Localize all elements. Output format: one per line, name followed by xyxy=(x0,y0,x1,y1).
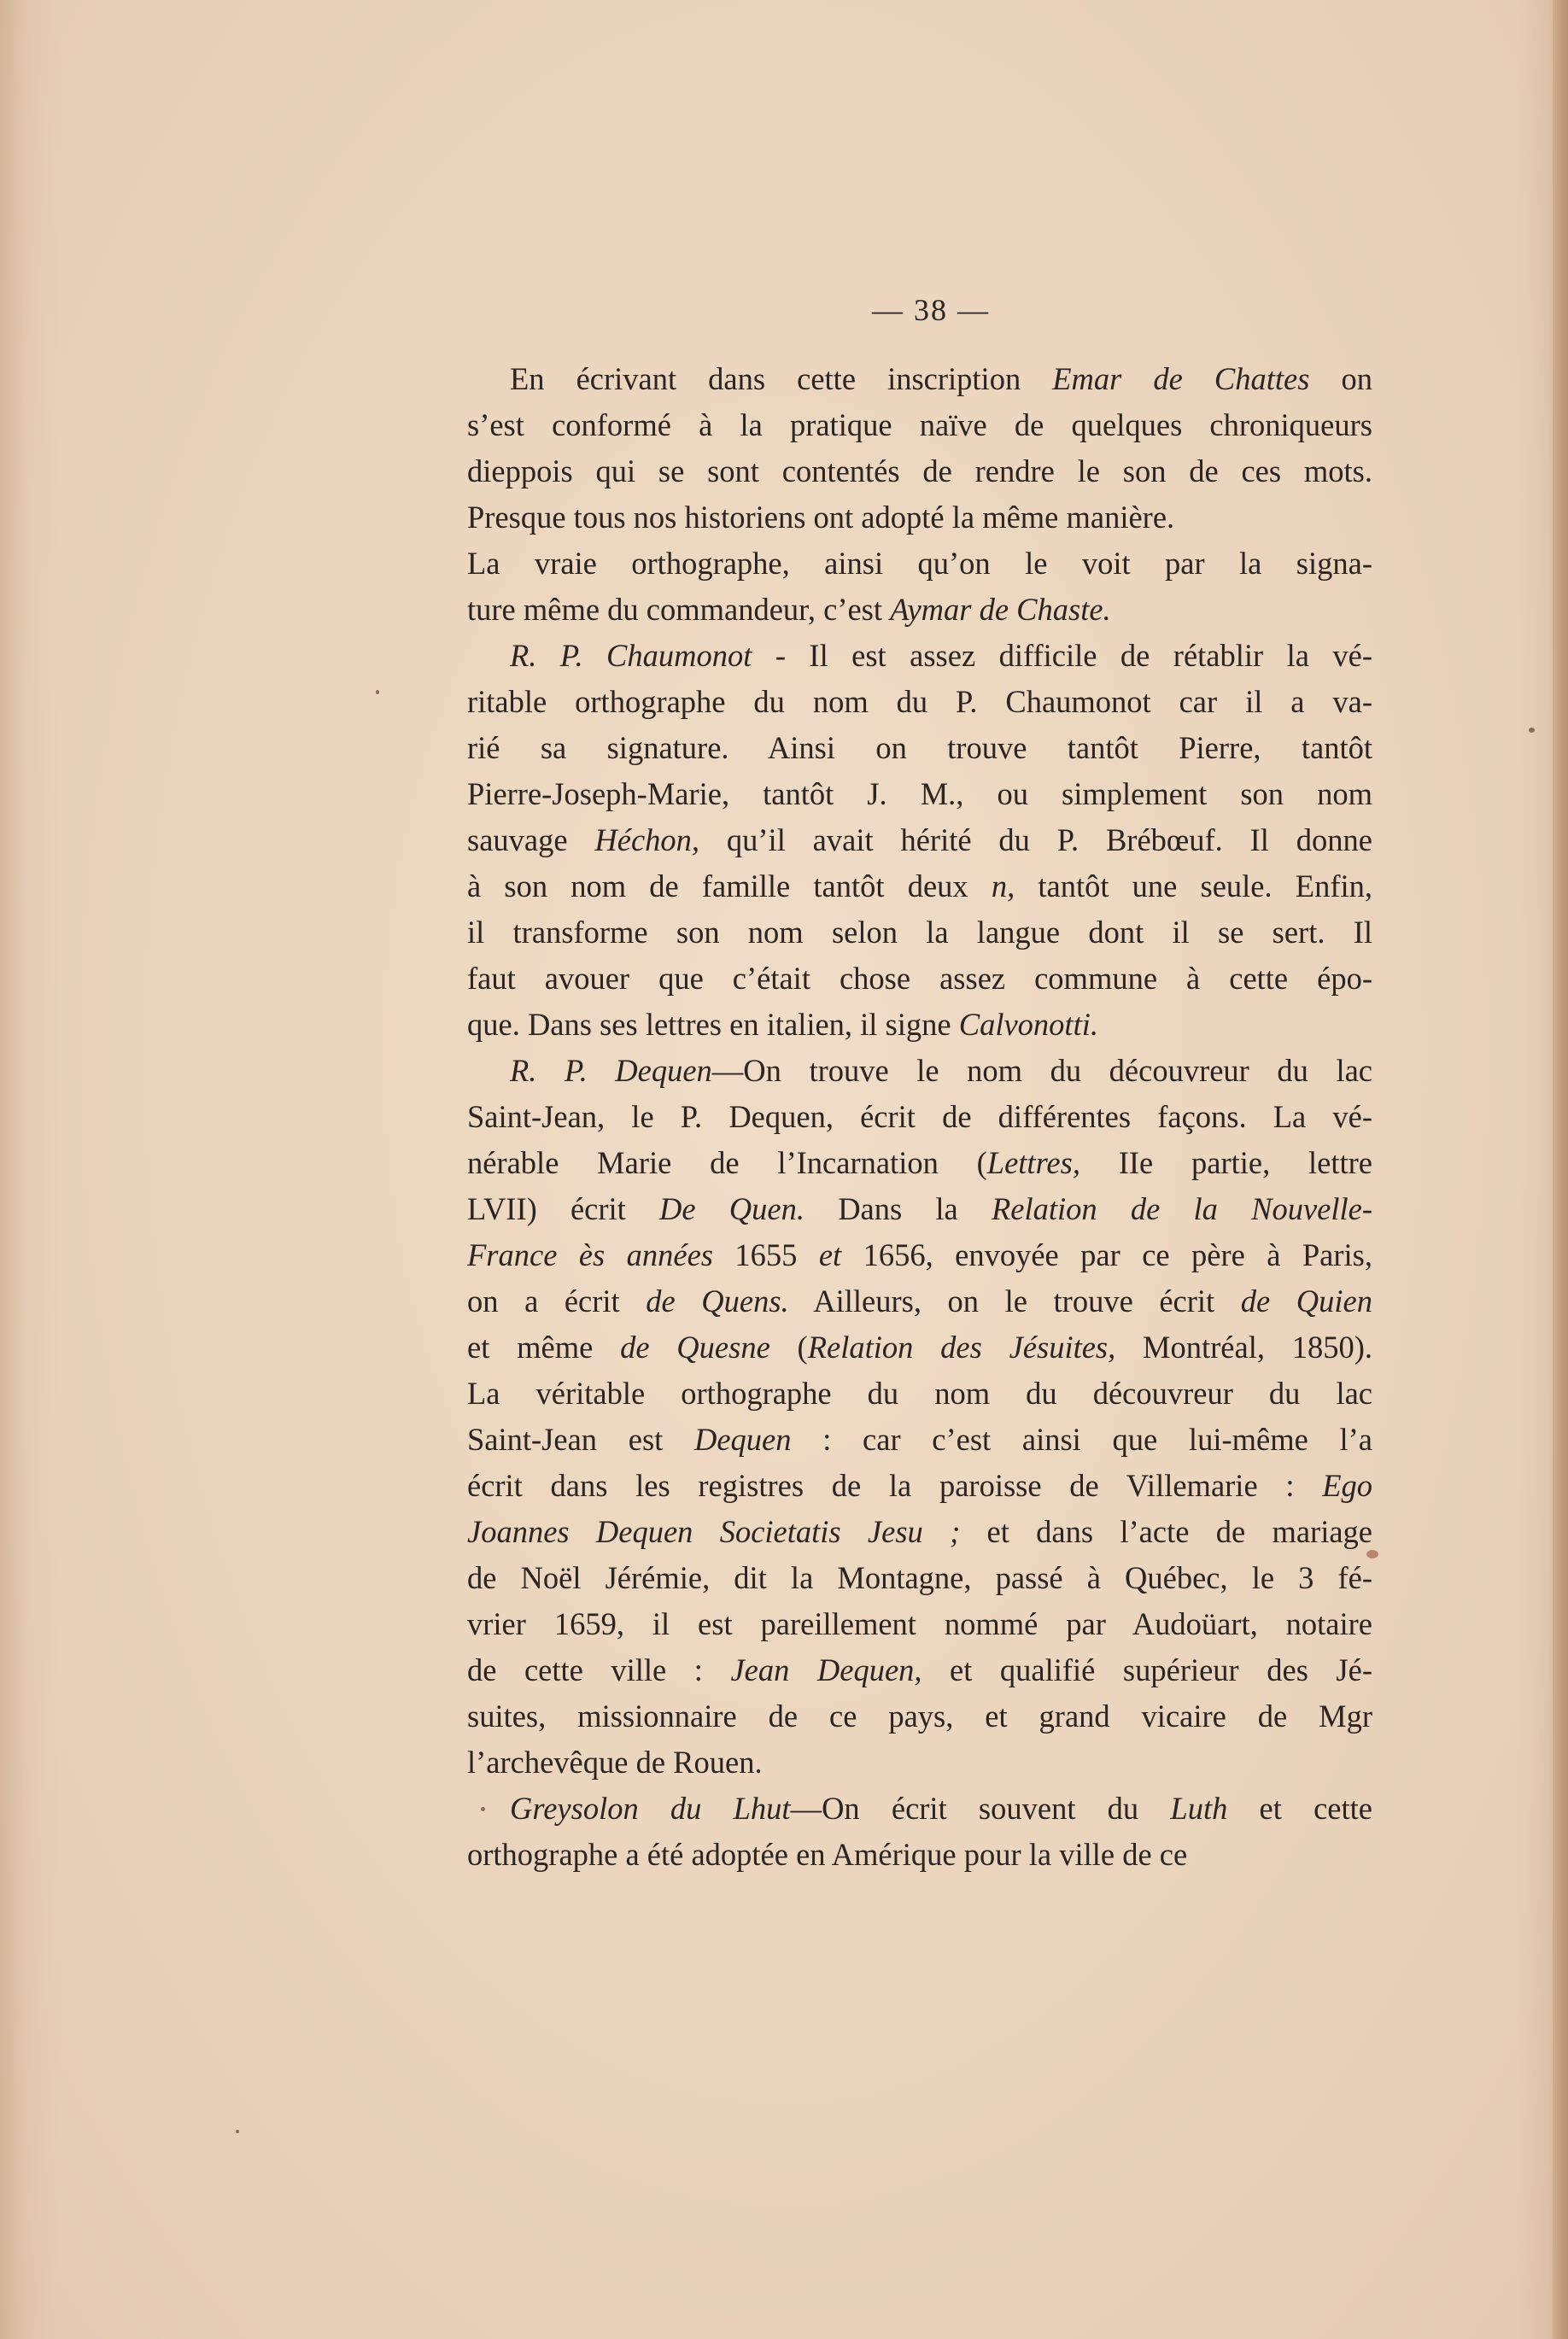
paper-speck xyxy=(481,1807,485,1811)
italic-run: Jean Dequen, xyxy=(730,1652,922,1687)
text-run: et cette xyxy=(1227,1791,1372,1826)
text-line xyxy=(467,1371,1372,1417)
text-run: 1656, envoyée par ce père à Paris, xyxy=(841,1237,1372,1272)
text-line xyxy=(467,1140,1372,1186)
text-line xyxy=(467,679,1372,725)
text-line xyxy=(467,909,1372,956)
italic-run: de Quens. xyxy=(646,1284,789,1319)
italic-run: Dequen xyxy=(693,1422,792,1457)
text-line xyxy=(467,494,1372,541)
italic-run: Aymar de Chaste. xyxy=(890,592,1111,627)
text-run: vrier 1659, il est pareillement nommé par Audoüart, notaire xyxy=(467,1606,1372,1641)
italic-run: n, xyxy=(991,868,1015,903)
text-line xyxy=(467,1786,1372,1832)
text-line xyxy=(467,587,1372,633)
text-run: et même xyxy=(467,1330,621,1365)
italic-run: De Quen. xyxy=(659,1191,804,1226)
paper-speck xyxy=(1529,728,1535,733)
text-run: ritable orthographe du nom du P. Chaumonot car il a va- xyxy=(467,684,1372,719)
text-run: et qualifié supérieur des Jé- xyxy=(921,1652,1372,1687)
italic-run: Joannes Dequen Societatis Jesu ; xyxy=(467,1514,961,1549)
italic-run: Luth xyxy=(1170,1791,1228,1826)
text-run: ( xyxy=(769,1330,808,1365)
text-run: Dans la xyxy=(804,1191,992,1226)
italic-run: de Quesne xyxy=(620,1330,770,1365)
text-line xyxy=(467,1601,1372,1647)
paper-speck xyxy=(1366,1550,1378,1558)
text-run: Ailleurs, on le trouve écrit xyxy=(788,1284,1241,1319)
text-run: orthographe a été adoptée en Amérique pour la ville de ce xyxy=(467,1837,1188,1872)
text-line xyxy=(467,1647,1372,1693)
text-run: nérable Marie de l’Incarnation ( xyxy=(467,1145,987,1180)
text-line xyxy=(467,448,1372,494)
text-line xyxy=(467,1324,1372,1371)
text-run: Pierre-Joseph-Marie, tantôt J. M., ou simplement son nom xyxy=(467,776,1372,811)
text-line xyxy=(467,633,1372,679)
text-run: Saint-Jean est xyxy=(467,1422,694,1457)
text-line xyxy=(467,771,1372,817)
italic-run: Calvonotti. xyxy=(958,1007,1098,1042)
text-run: sauvage xyxy=(467,822,595,857)
text-run: de cette ville : xyxy=(467,1652,731,1687)
text-line xyxy=(467,1417,1372,1463)
text-run: - Il est assez difficile de rétablir la vé- xyxy=(752,638,1373,673)
italic-run: Emar de Chattes xyxy=(1052,361,1310,396)
italic-run: et xyxy=(818,1237,842,1272)
text-run: ture même du commandeur, c’est xyxy=(467,592,891,627)
text-run: 1655 xyxy=(713,1237,819,1272)
text-run: : car c’est ainsi que lui-même l’a xyxy=(791,1422,1372,1457)
text-run: tantôt une seule. Enfin, xyxy=(1015,868,1372,903)
text-run: —On écrit souvent du xyxy=(790,1791,1171,1826)
text-line xyxy=(467,1278,1372,1324)
italic-run: Héchon, xyxy=(594,822,700,857)
text-run: Montréal, 1850). xyxy=(1115,1330,1373,1365)
text-line xyxy=(467,956,1372,1002)
italic-run: Greysolon du Lhut xyxy=(510,1791,791,1826)
text-run: de Noël Jérémie, dit la Montagne, passé à Québec, le 3 fé- xyxy=(467,1560,1372,1595)
text-run: Saint-Jean, le P. Dequen, écrit de différentes façons. La vé- xyxy=(467,1099,1372,1134)
text-run: il transforme son nom selon la langue dont il se sert. Il xyxy=(467,915,1372,950)
text-line xyxy=(467,541,1372,587)
text-run: faut avouer que c’était chose assez commune à cette épo- xyxy=(467,961,1372,996)
text-line xyxy=(467,1048,1372,1094)
page-edge-shadow xyxy=(1553,0,1568,2339)
text-line xyxy=(467,1555,1372,1601)
text-run: et dans l’acte de mariage xyxy=(960,1514,1372,1549)
text-run: suites, missionnaire de ce pays, et grand vicaire de Mgr xyxy=(467,1699,1372,1734)
italic-run: Ego xyxy=(1322,1468,1372,1503)
text-run: dieppois qui se sont contentés de rendre le son de ces mots. xyxy=(467,453,1372,488)
text-run: —On trouve le nom du découvreur du lac xyxy=(711,1053,1372,1088)
text-line xyxy=(467,725,1372,771)
text-run: écrit dans les registres de la paroisse de Villemarie : xyxy=(467,1468,1323,1503)
text-run: que. Dans ses lettres en italien, il signe xyxy=(467,1007,959,1042)
text-run: IIe partie, lettre xyxy=(1079,1145,1372,1180)
text-run: La vraie orthographe, ainsi qu’on le voit par la signa- xyxy=(467,546,1372,581)
text-run: l’archevêque de Rouen. xyxy=(467,1745,763,1780)
text-run: on xyxy=(1309,361,1373,396)
text-run: Presque tous nos historiens ont adopté la même manière. xyxy=(467,500,1175,535)
page-number: — 38 — xyxy=(872,293,990,327)
italic-run: Relation de la Nouvelle- xyxy=(991,1191,1372,1226)
text-run: rié sa signature. Ainsi on trouve tantôt Pierre, tantôt xyxy=(467,730,1372,765)
text-line xyxy=(467,1186,1372,1232)
text-line xyxy=(467,402,1372,448)
text-run: on a écrit xyxy=(467,1284,647,1319)
italic-run: Lettres, xyxy=(986,1145,1080,1180)
text-line xyxy=(467,1002,1372,1048)
body-text xyxy=(467,356,1372,1878)
text-line xyxy=(467,1463,1372,1509)
italic-run: de Quien xyxy=(1240,1284,1372,1319)
text-run: La véritable orthographe du nom du découvreur du lac xyxy=(467,1376,1372,1411)
italic-run: France ès années xyxy=(467,1237,713,1272)
text-line xyxy=(467,863,1372,909)
text-line xyxy=(467,817,1372,863)
text-run: qu’il avait hérité du P. Brébœuf. Il donne xyxy=(699,822,1372,857)
text-run: à son nom de famille tantôt deux xyxy=(467,868,992,903)
italic-run: Relation des Jésuites, xyxy=(807,1330,1116,1365)
text-run: En écrivant dans cette inscription xyxy=(510,361,1053,396)
text-line xyxy=(467,1740,1372,1786)
italic-run: R. P. Chaumonot xyxy=(510,638,752,673)
text-line xyxy=(467,1094,1372,1140)
text-line xyxy=(467,1509,1372,1555)
text-line xyxy=(467,356,1372,402)
text-run: s’est conformé à la pratique naïve de quelques chroniqueurs xyxy=(467,407,1372,442)
text-line xyxy=(467,1693,1372,1740)
paper-speck xyxy=(236,2130,239,2133)
text-run: LVII) écrit xyxy=(467,1191,660,1226)
text-line xyxy=(467,1832,1372,1878)
paper-speck xyxy=(376,690,379,694)
italic-run: R. P. Dequen xyxy=(510,1053,712,1088)
text-line xyxy=(467,1232,1372,1278)
